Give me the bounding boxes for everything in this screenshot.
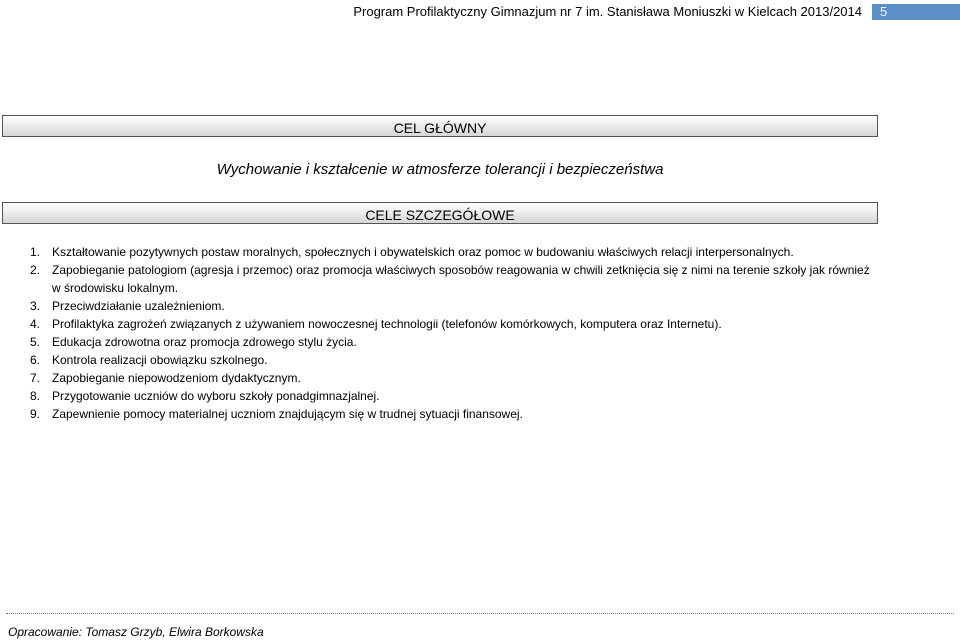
list-item bbox=[30, 297, 872, 315]
list-item-text: Zapobieganie patologiom (agresja i przemoc) oraz promocja właściwych sposobów reagowania w chwili zetknięcia się z nimi na terenie szkoły jak również w środowisku lokalnym. bbox=[52, 263, 870, 295]
list-item bbox=[30, 369, 872, 387]
page-header bbox=[353, 4, 960, 20]
list-item bbox=[30, 243, 872, 261]
main-goal-heading bbox=[2, 115, 878, 137]
list-item bbox=[30, 387, 872, 405]
specific-goals-heading bbox=[2, 202, 878, 224]
list-item bbox=[30, 315, 872, 333]
list-item-text: Zapewnienie pomocy materialnej uczniom znajdującym się w trudnej sytuacji finansowej. bbox=[52, 407, 523, 421]
list-item-number: 6. bbox=[30, 353, 41, 367]
list-item-number: 8. bbox=[30, 389, 41, 403]
list-item-text: Edukacja zdrowotna oraz promocja zdrowego stylu życia. bbox=[52, 335, 357, 349]
specific-goals-list bbox=[30, 243, 872, 423]
list-item-number: 3. bbox=[30, 299, 41, 313]
list-item-number: 4. bbox=[30, 317, 41, 331]
footer-divider bbox=[6, 613, 954, 614]
list-item-text: Przygotowanie uczniów do wyboru szkoły ponadgimnazjalnej. bbox=[52, 389, 380, 403]
list-item bbox=[30, 261, 872, 297]
list-item-text: Kształtowanie pozytywnych postaw moralnych, społecznych i obywatelskich oraz pomoc w budowaniu właściwych relacji interpersonalnych. bbox=[52, 245, 794, 259]
list-item-text: Kontrola realizacji obowiązku szkolnego. bbox=[52, 353, 268, 367]
main-goal-text: Wychowanie i kształcenie w atmosferze tolerancji i bezpieczeństwa bbox=[216, 161, 664, 178]
list-item-text: Profilaktyka zagrożeń związanych z używaniem nowoczesnej technologii (telefonów komórkowych, komputera oraz Internetu). bbox=[52, 317, 722, 331]
list-item-text: Zapobieganie niepowodzeniom dydaktycznym. bbox=[52, 371, 301, 385]
list-item-number: 7. bbox=[30, 371, 41, 385]
list-item bbox=[30, 351, 872, 369]
main-goal-heading-text: CEL GŁÓWNY bbox=[393, 120, 487, 136]
list-item-number: 9. bbox=[30, 407, 41, 421]
footer-credits: Opracowanie: Tomasz Grzyb, Elwira Borkowska bbox=[8, 625, 264, 639]
header-title: Program Profilaktyczny Gimnazjum nr 7 im. Stanisława Moniuszki w Kielcach 2013/2014 bbox=[353, 4, 862, 19]
list-item bbox=[30, 405, 872, 423]
list-item-number: 2. bbox=[30, 263, 41, 277]
list-item-text: Przeciwdziałanie uzależnieniom. bbox=[52, 299, 225, 313]
list-item-number: 5. bbox=[30, 335, 41, 349]
list-item bbox=[30, 333, 872, 351]
specific-goals-heading-text: CELE SZCZEGÓŁOWE bbox=[365, 207, 515, 223]
page-number: 5 bbox=[872, 4, 960, 20]
list-item-number: 1. bbox=[30, 245, 41, 259]
